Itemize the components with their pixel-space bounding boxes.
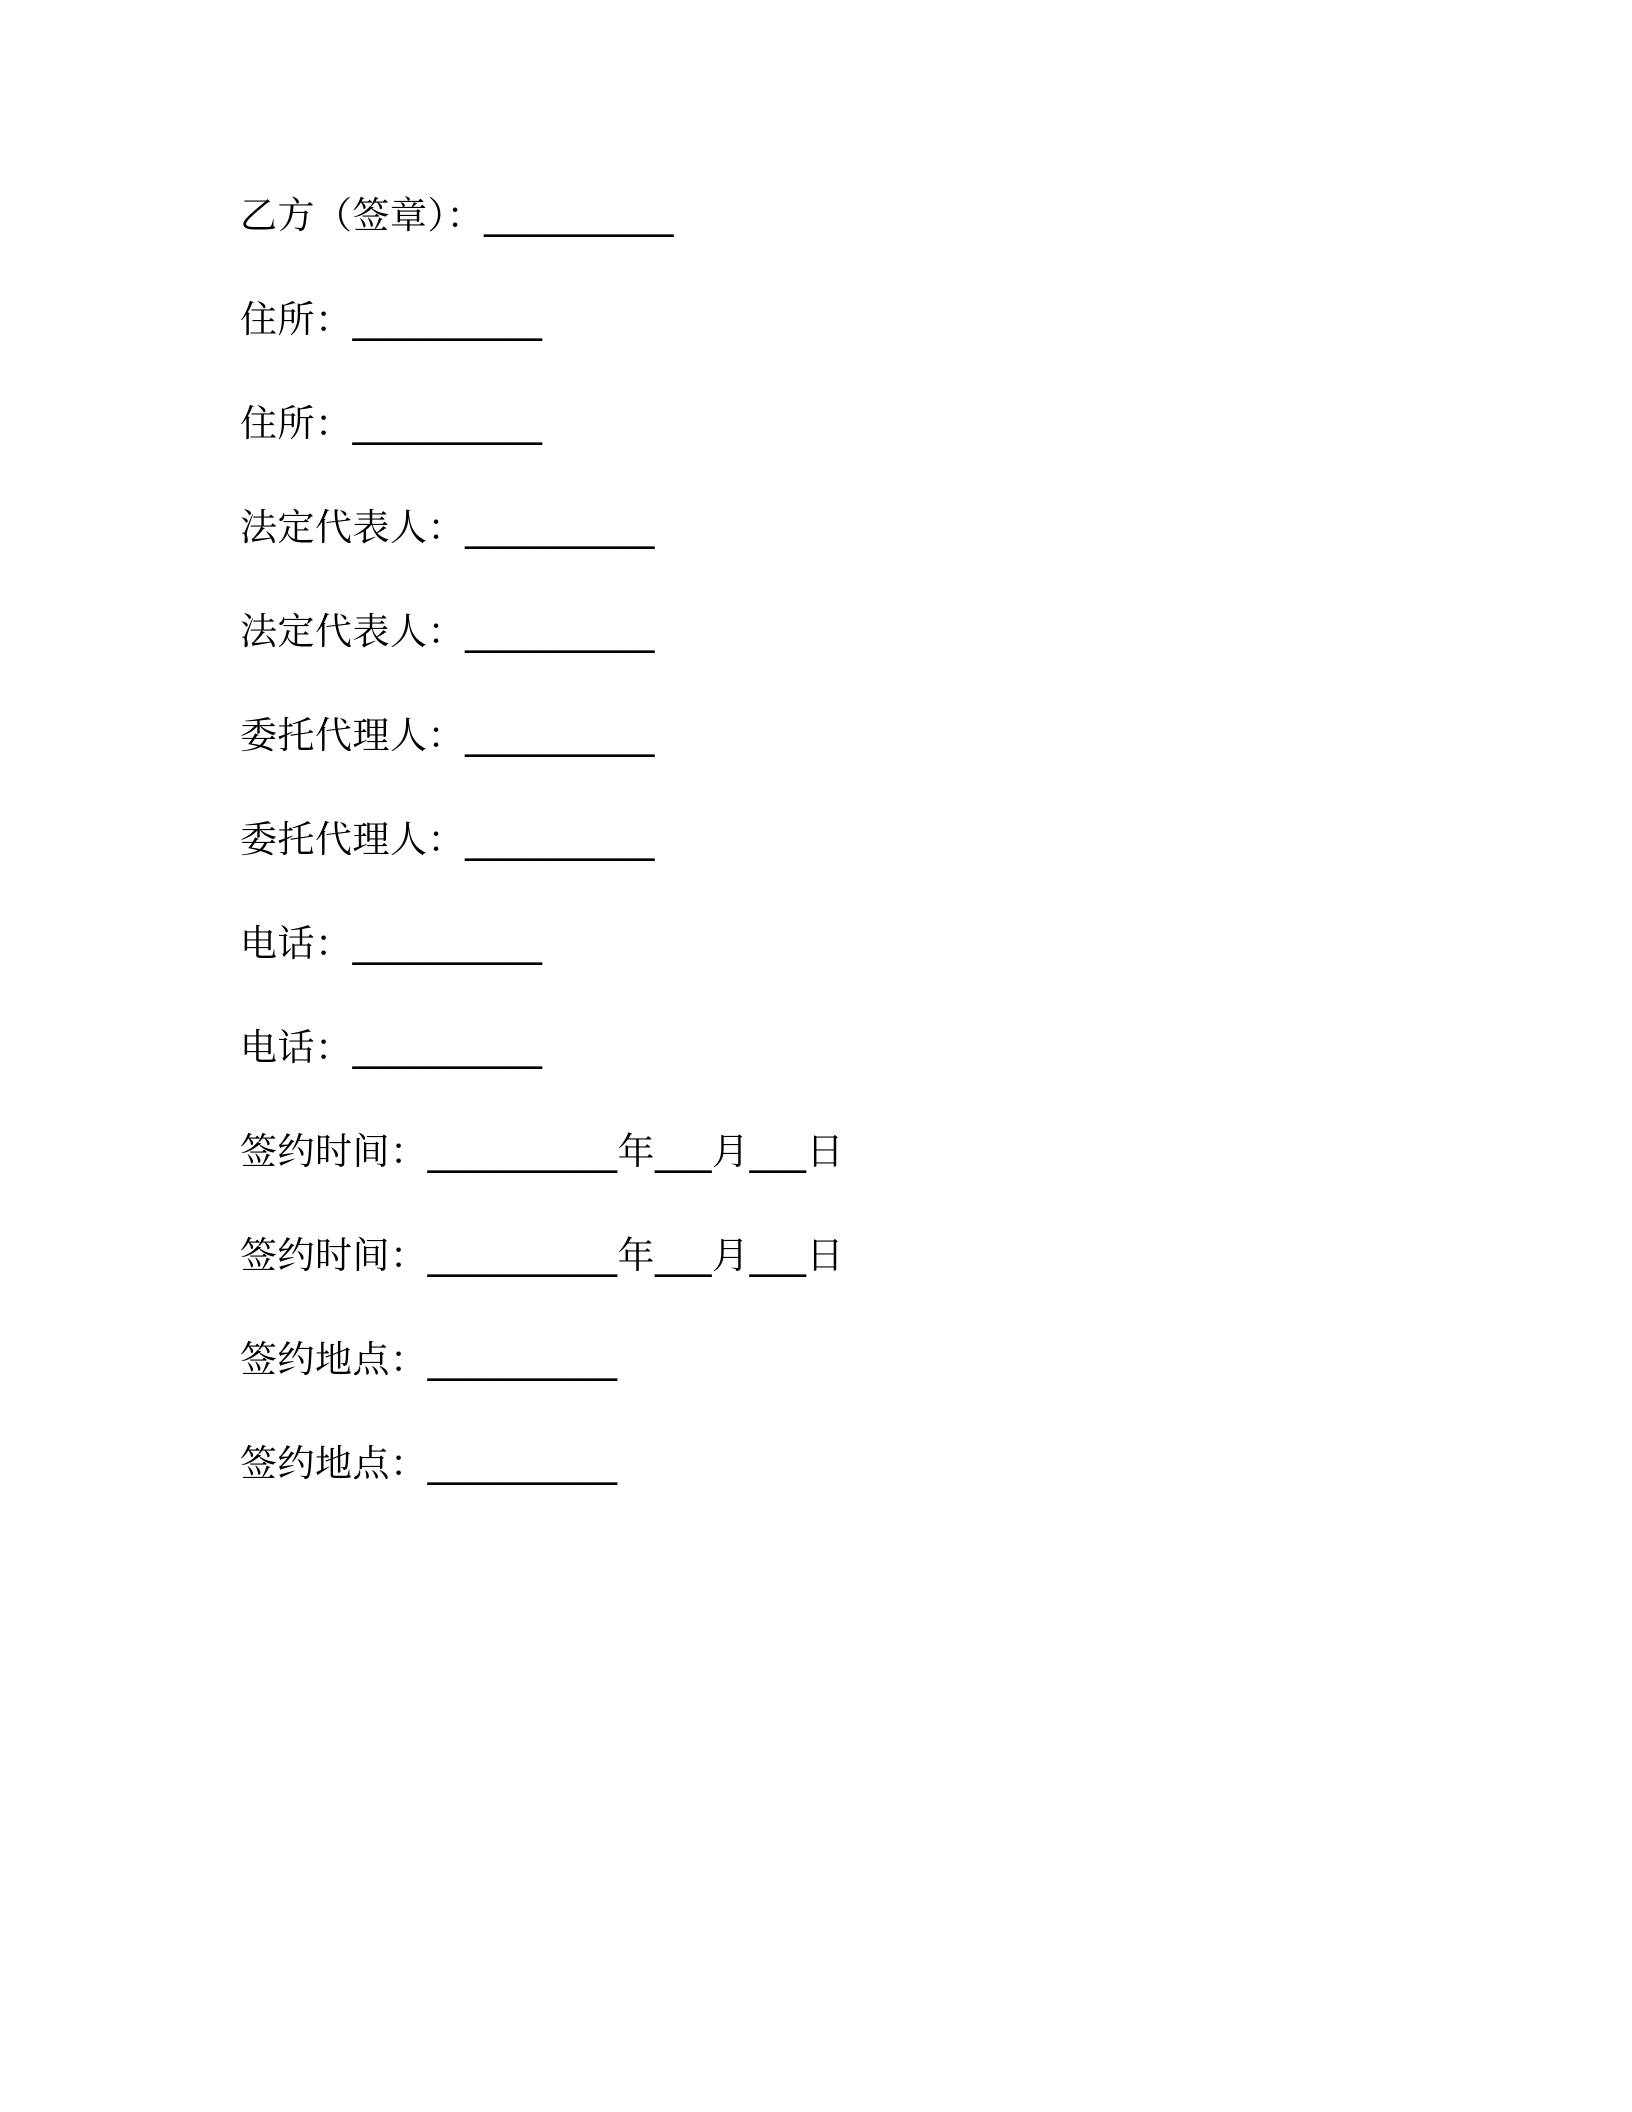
- address-line: 住所：__________: [240, 402, 543, 445]
- legal-representative-line: 法定代表人：__________: [240, 610, 655, 653]
- signing-date-line: 签约时间：__________年___月___日: [240, 1130, 844, 1173]
- signing-place-line: 签约地点：__________: [240, 1442, 618, 1485]
- party-b-signature-line: 乙方（签章）：__________: [240, 194, 674, 237]
- authorized-agent-line: 委托代理人：__________: [240, 714, 655, 757]
- signing-place-line: 签约地点：__________: [240, 1338, 618, 1381]
- phone-line: 电话：__________: [240, 1026, 543, 1069]
- phone-line: 电话：__________: [240, 922, 543, 965]
- authorized-agent-line: 委托代理人：__________: [240, 818, 655, 861]
- signing-date-line: 签约时间：__________年___月___日: [240, 1234, 844, 1277]
- address-line: 住所：__________: [240, 298, 543, 341]
- signature-block: [240, 188, 1440, 1540]
- legal-representative-line: 法定代表人：__________: [240, 506, 655, 549]
